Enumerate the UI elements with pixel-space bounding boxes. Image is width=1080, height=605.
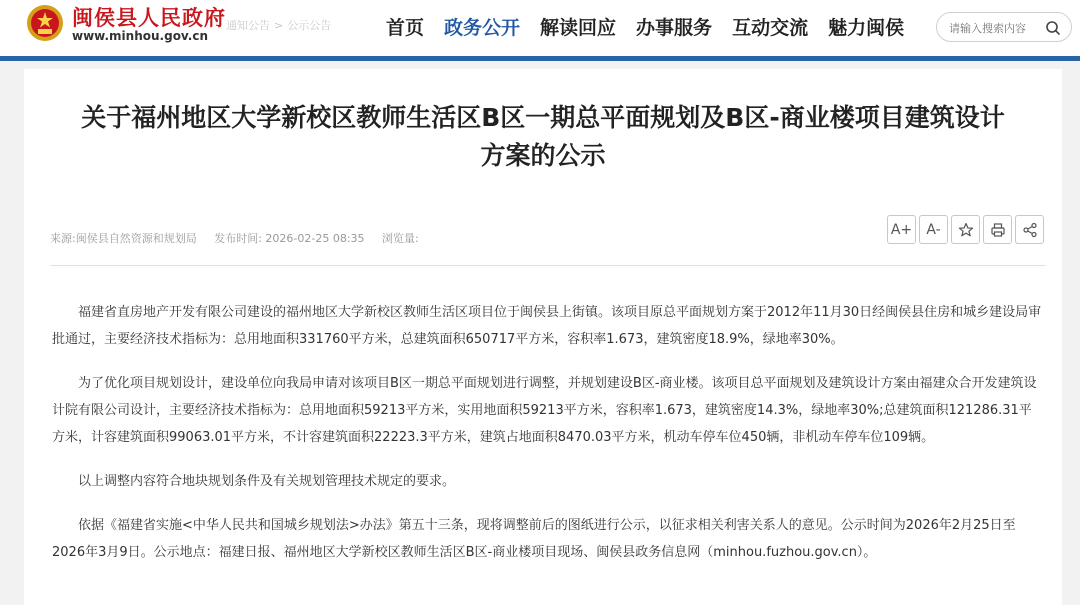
article-paragraph: 为了优化项目规划设计，建设单位向我局申请对该项目B区一期总平面规划进行调整，并规划建设B区-商业楼。该项目总平面规划及建筑设计方案由福建众合开发建筑设计院有限公司设计，主要经济技术指标为：总用地面积59213平方米，实用地面积59213平方米，容积率1.673，建筑密度14.3%，绿地率30%;总建筑面积121286.31平方米，计容建筑面积99063.01平方米，不计容建筑面积22223.3平方米，建筑占地面积8470.03平方米，机动车停车位450辆，非机动车停车位109辆。 — [52, 376, 1037, 445]
nav-services[interactable]: 办事服务 — [636, 17, 713, 39]
nav-home[interactable]: 首页 — [386, 17, 425, 39]
article-card — [24, 69, 1062, 605]
article-paragraph: 福建省直房地产开发有限公司建设的福州地区大学新校区教师生活区项目位于闽侯县上街镇。该项目原总平面规划方案于2012年11月30日经闽侯县住房和城乡建设局审批通过，主要经济技术指标为：总用地面积331760平方米，总建筑面积650717平方米，容积率1.673，建筑密度18.9%，绿地率30%。 — [52, 305, 1042, 347]
favorite-button[interactable] — [951, 215, 980, 244]
article-paragraph: 以上调整内容符合地块规划条件及有关规划管理技术规定的要求。 — [78, 474, 456, 489]
print-button[interactable] — [983, 215, 1012, 244]
breadcrumb: 通知公告 > 公示公告 — [226, 19, 332, 32]
font-increase-button[interactable]: A+ — [887, 215, 916, 244]
nav-government-affairs[interactable]: 政务公开 — [444, 17, 521, 39]
main-nav — [376, 13, 914, 40]
article-paragraph: 依据《福建省实施<中华人民共和国城乡规划法>办法》第五十三条，现将调整前后的图纸进行公示，以征求相关利害关系人的意见。公示时间为2026年2月25日至2026年3月9日。公示地点：福建日报、福州地区大学新校区教师生活区B区-商业楼项目现场、闽侯县政务信息网（minhou.fuzhou.gov.cn）。 — [52, 518, 1016, 560]
article-source: 来源:闽侯县自然资源和规划局 — [50, 232, 197, 245]
nav-charm-minhou[interactable]: 魅力闽侯 — [828, 17, 905, 39]
printer-icon — [990, 222, 1006, 238]
article-views: 浏览量: — [382, 232, 419, 245]
nav-interpretation[interactable]: 解读回应 — [540, 17, 617, 39]
article-title: 关于福州地区大学新校区教师生活区B区一期总平面规划及B区-商业楼项目建筑设计方案的公示 — [81, 103, 1005, 170]
article-meta — [50, 230, 433, 246]
site-domain: www.minhou.gov.cn — [72, 29, 208, 43]
article-toolbar — [887, 215, 1047, 244]
search-input[interactable] — [949, 19, 1045, 37]
font-decrease-button[interactable]: A- — [919, 215, 948, 244]
nav-interaction[interactable]: 互动交流 — [732, 17, 809, 39]
breadcrumb-item[interactable]: 公示公告 — [287, 19, 332, 32]
site-name[interactable]: 闽侯县人民政府 — [72, 5, 226, 30]
star-icon — [958, 222, 974, 238]
top-header — [0, 0, 1080, 56]
search-box — [936, 12, 1072, 42]
meta-divider — [50, 265, 1046, 266]
share-icon — [1022, 222, 1038, 238]
share-button[interactable] — [1015, 215, 1044, 244]
breadcrumb-item[interactable]: 通知公告 — [226, 19, 270, 32]
search-icon[interactable] — [1044, 19, 1062, 37]
article-publish-time: 发布时间: 2026-02-25 08:35 — [214, 232, 365, 245]
national-emblem-icon — [26, 4, 64, 42]
header-divider — [0, 56, 1080, 61]
article-body — [52, 299, 1042, 583]
